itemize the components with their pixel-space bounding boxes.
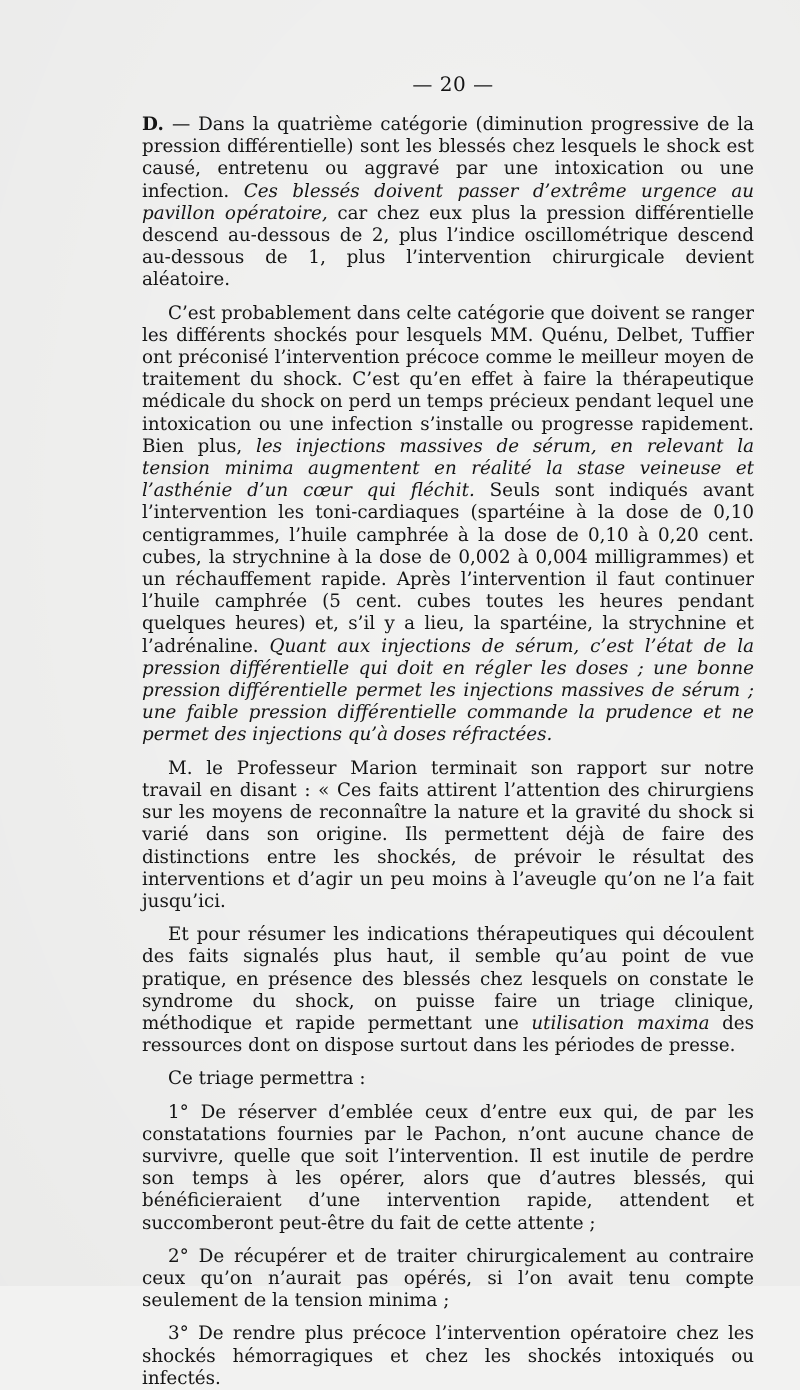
paragraph-marion-text: M. le Professeur Marion terminait son rapport sur notre travail en disant : « Ces faits attirent l’attention des chirurgiens sur les moyens de reconnaître la nature et la gravité du shock si varié dans son origine. Ils permettent déjà de faire des distinctions entre les shockés, de prévoir le résultat des interventions et d’agir un peu moins à l’aveugle qu’on ne l’a fait jusqu’ici. xyxy=(142,757,754,912)
paragraph-category-italic-2: Quant aux injections de sérum, c’est l’état de la pression différentielle qui doit en régler les doses ; une bonne pression différentielle permet les injections massives de sérum ; une faible pression différentielle commande la prudence et ne permet des injections qu’à doses réfractées. xyxy=(142,635,754,746)
paragraph-category-text-2: Seuls sont indiqués avant l’intervention les toni-cardiaques (spartéine à la dose de 0,10 centigrammes, l’huile camphrée à la dose de 0,10 à 0,20 cent. cubes, la strychnine à la dose de 0,002 à 0,004 milligrammes) et un réchauffement rapide. Après l’intervention il faut continuer l’huile camphrée (5 cent. cubes toutes les heures pendant quelques heures) et, s’il y a lieu, la spartéine, la strychnine et l’adrénaline. xyxy=(142,480,754,657)
paragraph-summary-text-2: des ressources dont on dispose surtout dans les périodes de presse. xyxy=(142,1012,754,1057)
paragraph-category-italic-1: les injections massives de sérum, en relevant la tension minima augmentent en réalité la stase veineuse et l’asthénie d’un cœur qui fléchit. xyxy=(142,435,755,502)
paragraph-item-3 xyxy=(142,1323,754,1390)
paragraph-item-2 xyxy=(142,1246,754,1313)
section-label: D. xyxy=(142,114,165,135)
page-number: — 20 — xyxy=(412,72,494,96)
paragraph-d xyxy=(142,114,754,292)
paragraph-triage-intro xyxy=(142,1068,754,1090)
paragraph-d-text-1: — Dans la quatrième catégorie (diminution progressive de la pression différentielle) sont les blessés chez lesquels le shock est causé, entretenu ou aggravé par une intoxication ou une infection. xyxy=(142,114,754,202)
paragraph-item-1 xyxy=(142,1102,754,1235)
paragraph-item-3-text: 3° De rendre plus précoce l’intervention opératoire chez les shockés hémorragiques et chez les shockés intoxiqués ou infectés. xyxy=(142,1323,754,1389)
paragraph-marion xyxy=(142,758,754,913)
paragraph-d-text-2: car chez eux plus la pression différentielle descend au-dessous de 2, plus l’indice oscillométrique descend au-dessous de 1, plus l’intervention chirurgicale devient aléatoire. xyxy=(142,202,755,291)
paragraph-summary-italic: utilisation maxima xyxy=(531,1012,710,1034)
paragraph-category-text-1: C’est probablement dans celte catégorie que doivent se ranger les différents shockés pour lesquels MM. Quénu, Delbet, Tuffier ont préconisé l’intervention précoce comme le meilleur moyen de traitement du shock. C’est qu’en effet à faire la thérapeutique médicale du shock on perd un temps précieux pendant lequel une intoxication ou une infection s’installe ou progresse rapidement. Bien plus, xyxy=(142,302,754,457)
paragraph-summary-text-1: Et pour résumer les indications thérapeutiques qui découlent des faits signalés plus haut, il semble qu’au point de vue pratique, en présence des blessés chez lesquels on constate le syndrome du shock, on puisse faire un triage clinique, méthodique et rapide permettant une xyxy=(142,924,754,1034)
paragraph-category xyxy=(142,303,754,747)
paragraph-triage-intro-text: Ce triage permettra : xyxy=(168,1068,366,1090)
paragraph-item-1-text: 1° De réserver d’emblée ceux d’entre eux qui, de par les constatations fournies par le Pachon, n’ont aucune chance de survivre, quelle que soit l’intervention. Il est inutile de perdre son temps à les opérer, alors que d’autres blessés, qui bénéficieraient d’une intervention rapide, attendent et succomberont peut-être du fait de cette attente ; xyxy=(142,1101,754,1234)
paragraph-item-2-text: 2° De récupérer et de traiter chirurgicalement au contraire ceux qu’on n’aurait pas opérés, si l’on avait tenu compte seulement de la tension minima ; xyxy=(142,1245,754,1312)
paragraph-d-italic-1: Ces blessés doivent passer d’extrême urgence au pavillon opératoire, xyxy=(142,180,754,224)
paragraph-summary xyxy=(142,924,754,1057)
